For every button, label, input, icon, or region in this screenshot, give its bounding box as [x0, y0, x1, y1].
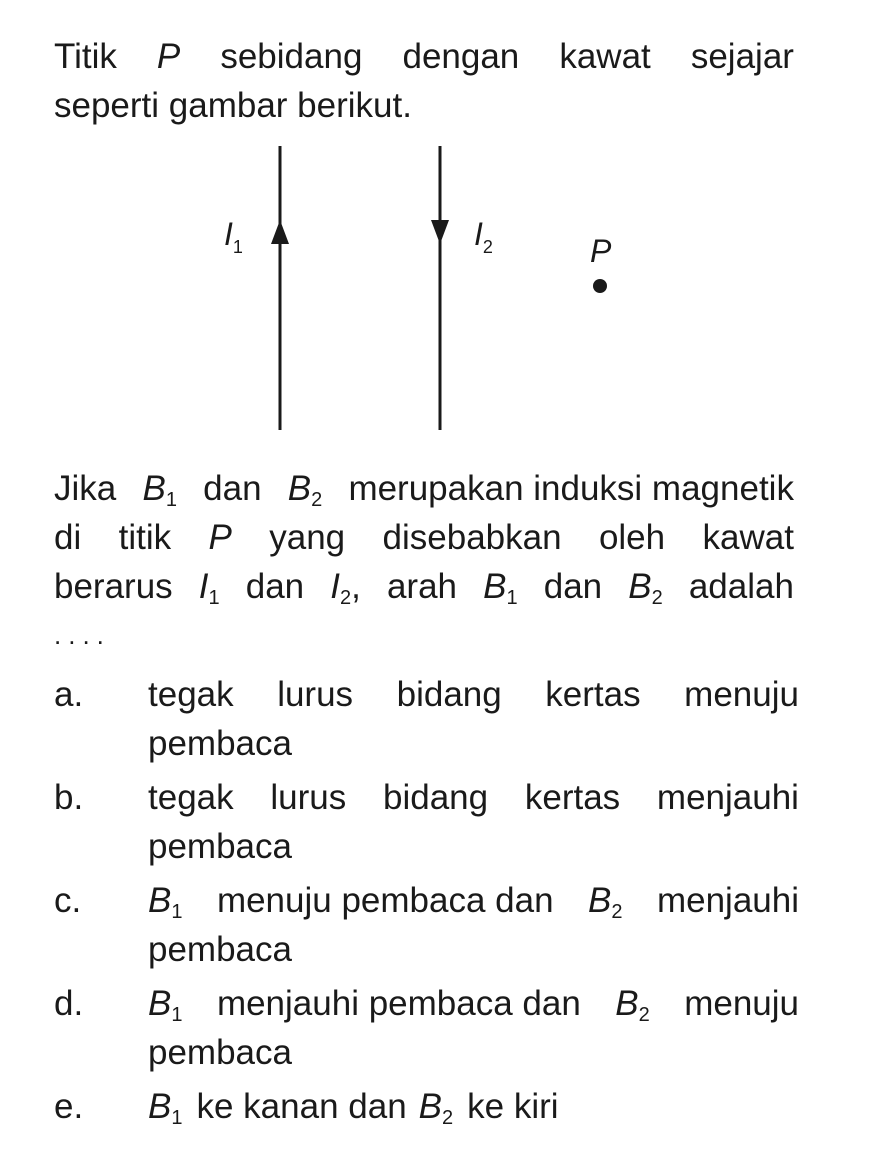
option-line-2: pembaca [148, 1033, 292, 1072]
comma: , [351, 567, 361, 606]
b1-symbol [142, 464, 176, 513]
b1-symbol [148, 876, 182, 925]
option-d[interactable] [54, 979, 799, 1077]
question-word: arah [386, 567, 458, 606]
option-word: tegak [148, 778, 234, 817]
i2-symbol [330, 562, 361, 611]
wire-1-up-arrow-icon [271, 220, 289, 244]
b1-symbol [483, 562, 517, 611]
option-phrase: menjauhi pembaca dan [216, 984, 581, 1023]
option-word: kertas [524, 778, 621, 817]
sub-2: 2 [340, 587, 352, 609]
sub-2: 2 [611, 901, 623, 923]
question-line-2 [54, 513, 794, 562]
sub-2: 2 [311, 489, 323, 511]
b2-symbol [588, 876, 622, 925]
option-line-1 [148, 876, 799, 925]
wire-2-down-arrow-icon [431, 220, 449, 244]
question-line-1 [54, 464, 794, 513]
i1-symbol [199, 562, 220, 611]
option-c[interactable] [54, 876, 799, 974]
question-word: berarus [54, 567, 173, 606]
intro-word: kawat [559, 37, 651, 76]
i-letter: I [198, 567, 209, 606]
question-word: Jika [54, 469, 117, 508]
question-word: dan [543, 567, 603, 606]
option-letter: e. [54, 1087, 84, 1126]
option-word: menjauhi [656, 778, 799, 817]
option-line-2: pembaca [148, 827, 292, 866]
wire-2-label [474, 216, 493, 257]
option-line-1 [148, 979, 799, 1028]
question-phrase: merupakan induksi magnetik [348, 469, 794, 508]
sub-1: 1 [208, 587, 220, 609]
option-phrase: ke kiri [467, 1087, 559, 1126]
intro-word: Titik [54, 37, 117, 76]
intro-line-2-text: seperti gambar berikut. [54, 86, 412, 125]
option-line-1 [148, 1082, 799, 1131]
option-line-2: pembaca [148, 724, 292, 763]
spacer [453, 1082, 467, 1131]
sub-1: 1 [165, 489, 177, 511]
option-text [148, 1082, 799, 1131]
b2-symbol [419, 1082, 453, 1131]
intro-line-1 [54, 32, 794, 81]
point-p-label: P [590, 233, 612, 269]
option-word: menuju [684, 675, 799, 714]
wire-1-label-sub: 1 [232, 237, 243, 257]
b2-symbol [628, 562, 662, 611]
option-text [148, 876, 799, 974]
option-word: kertas [545, 675, 641, 714]
b2-symbol [288, 464, 322, 513]
intro-line-2 [54, 81, 794, 130]
point-p-dot [593, 279, 607, 293]
question-line-4 [54, 611, 794, 660]
option-word: bidang [383, 778, 489, 817]
b-letter: B [287, 469, 312, 508]
option-phrase: menjauhi [656, 881, 799, 920]
spacer [182, 1082, 196, 1131]
option-letter: b. [54, 778, 84, 817]
option-phrase: menuju pembaca dan [216, 881, 554, 920]
option-text [148, 979, 799, 1077]
b2-symbol [615, 979, 649, 1028]
option-text [148, 773, 799, 871]
b-letter: B [418, 1087, 443, 1126]
wire-2-label-letter: I [474, 216, 483, 252]
option-e[interactable] [54, 1082, 799, 1131]
answer-dots: .... [54, 620, 111, 650]
question-word: oleh [598, 518, 666, 557]
question-word: yang [269, 518, 346, 557]
option-b[interactable] [54, 773, 799, 871]
question-word: adalah [688, 567, 794, 606]
option-word: bidang [396, 675, 502, 714]
option-a[interactable] [54, 670, 799, 768]
option-letter: a. [54, 675, 84, 714]
parallel-wires-figure [200, 140, 660, 440]
b-letter: B [483, 567, 507, 606]
b-letter: B [615, 984, 639, 1023]
question-word: dan [203, 469, 262, 508]
option-letter: d. [54, 984, 84, 1023]
option-letter: c. [54, 881, 82, 920]
b-letter: B [148, 881, 172, 920]
sub-1: 1 [171, 1004, 183, 1026]
sub-1: 1 [171, 901, 183, 923]
option-phrase: ke kanan dan [196, 1087, 407, 1126]
intro-word: dengan [402, 37, 520, 76]
question-word: kawat [702, 518, 794, 557]
question-word: dan [245, 567, 305, 606]
spacer [407, 1082, 419, 1131]
sub-2: 2 [651, 587, 663, 609]
question-line-3 [54, 562, 794, 611]
b-letter: B [148, 984, 172, 1023]
option-word: lurus [270, 778, 347, 817]
intro-word: sejajar [690, 37, 794, 76]
wire-2-label-sub: 2 [482, 237, 493, 257]
intro-word: sebidang [220, 37, 363, 76]
wire-1-label-letter: I [224, 216, 233, 252]
option-line-2: pembaca [148, 930, 292, 969]
wires-diagram [200, 140, 660, 440]
b1-symbol [148, 1082, 182, 1131]
b1-symbol [148, 979, 182, 1028]
option-phrase: menuju [684, 984, 799, 1023]
question-word: di [54, 518, 82, 557]
i-letter: I [330, 567, 340, 606]
question-point-p: P [208, 518, 232, 557]
option-line-1 [148, 670, 799, 719]
question-word: disebabkan [382, 518, 562, 557]
option-word: tegak [148, 675, 234, 714]
b-letter: B [628, 567, 652, 606]
option-text [148, 670, 799, 768]
sub-1: 1 [171, 1107, 183, 1129]
sub-2: 2 [638, 1004, 650, 1026]
question-paragraph [54, 464, 794, 660]
option-word: lurus [277, 675, 354, 714]
intro-paragraph [54, 32, 794, 130]
sub-2: 2 [442, 1107, 454, 1129]
answer-options [54, 670, 799, 1136]
sub-1: 1 [506, 587, 518, 609]
intro-point-p: P [156, 37, 181, 76]
option-line-1 [148, 773, 799, 822]
b-letter: B [142, 469, 166, 508]
b-letter: B [148, 1087, 172, 1126]
question-word: titik [118, 518, 172, 557]
b-letter: B [588, 881, 612, 920]
wire-1-label [224, 216, 243, 257]
